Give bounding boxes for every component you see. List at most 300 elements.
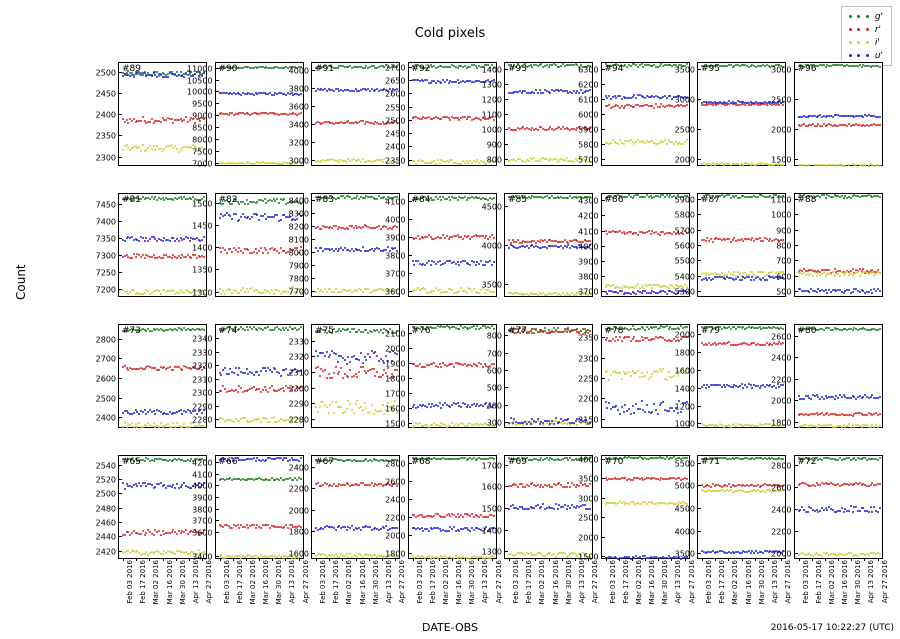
data-point [610,142,612,144]
data-point [258,219,260,221]
data-point [639,408,641,410]
y-tick-mark [602,337,605,338]
y-tick-label: 2330 [288,337,309,347]
data-point [449,406,451,408]
data-point [320,247,322,249]
data-point [659,106,661,108]
y-tick-label: 3000 [771,65,792,75]
y-tick-label: 2500 [95,489,116,499]
data-point [337,330,339,332]
data-point [127,531,129,533]
data-point [615,336,617,338]
y-tick-mark [602,159,605,160]
data-point [566,246,568,248]
y-tick-mark [216,115,219,116]
data-point [417,260,419,262]
data-point [605,339,607,341]
y-tick-label: 2400 [771,353,792,363]
data-point [428,403,430,405]
data-point [870,289,872,291]
data-point [766,104,768,106]
data-point [131,532,133,534]
data-point [203,425,205,427]
data-point [133,412,135,414]
data-point [469,264,471,266]
y-tick-label: 2600 [771,332,792,342]
data-point [135,256,137,258]
data-point [260,421,262,423]
data-point [300,326,302,328]
data-point [353,328,355,330]
data-point [762,240,764,242]
data-point [621,290,623,292]
data-point [322,352,324,354]
data-point [810,398,812,400]
data-point [841,271,843,273]
data-point [171,426,173,428]
data-point [879,196,881,198]
data-point [235,213,237,215]
y-tick-label: 1800 [674,348,695,358]
plot-area [602,63,689,165]
y-tick-label: 1600 [385,404,406,413]
data-point [260,370,262,372]
y-tick-label: 1100 [771,195,792,205]
data-point [555,158,557,160]
data-point [879,66,881,68]
data-point [566,331,568,333]
data-point [433,199,435,201]
data-point [608,379,610,381]
data-point [315,90,317,92]
data-point [362,366,364,368]
legend-marker-icon [846,41,872,44]
data-point [344,411,346,413]
data-point [628,336,630,338]
data-point [633,287,635,289]
y-tick-mark [698,214,701,215]
data-point [825,289,827,291]
data-point [491,264,493,266]
data-point [471,162,473,164]
data-point [142,426,144,428]
data-point [626,66,628,68]
data-point [610,374,612,376]
data-point [619,139,621,141]
data-point [478,162,480,164]
data-point [183,292,185,294]
data-point [142,144,144,146]
data-point [666,97,668,99]
legend-marker-icon [846,15,872,18]
panel-id-label: #92 [411,64,431,74]
y-tick-mark [698,245,701,246]
data-point [338,371,340,373]
data-point [260,247,262,249]
y-tick-label: 2500 [385,116,406,126]
data-point [385,355,387,357]
data-point [376,371,378,373]
data-point [628,371,630,373]
data-point [163,289,165,291]
data-point [151,425,153,427]
data-point [653,338,655,340]
data-point [510,242,512,244]
data-point [189,426,191,428]
data-point [224,367,226,369]
y-tick-mark [312,239,315,240]
data-point [237,391,239,393]
data-point [376,355,378,357]
data-point [701,386,703,388]
data-point [684,141,686,143]
data-point [151,292,153,294]
y-tick-label: 2540 [95,461,116,471]
data-point [374,375,376,377]
y-tick-label: 7350 [95,234,116,244]
data-point [194,73,196,75]
data-point [220,213,222,215]
data-point [360,406,362,408]
data-point [589,330,591,332]
data-point [464,162,466,164]
data-point [823,329,825,331]
data-point [419,238,421,240]
data-point [458,119,460,121]
data-point [539,241,541,243]
y-tick-label: 3500 [481,280,502,290]
data-point [421,118,423,120]
data-point [528,247,530,249]
data-point [619,107,621,109]
panel-id-label: #76 [411,326,431,336]
data-point [328,373,330,375]
y-tick-mark [698,129,701,130]
data-point [642,66,644,68]
data-point [617,409,619,411]
data-point [144,460,146,462]
y-tick-label: 2000 [771,125,792,135]
data-point [358,359,360,361]
data-point [203,329,205,331]
data-point [138,146,140,148]
panel-id-label: #84 [411,195,431,205]
y-tick-mark [119,157,122,158]
data-point [480,363,482,365]
data-point [181,426,183,428]
data-point [426,236,428,238]
data-point [355,225,357,227]
data-point [160,534,162,536]
data-point [650,284,652,286]
data-point [185,256,187,258]
data-point [351,409,353,411]
data-point [544,327,546,329]
y-tick-label: 2500 [95,394,116,404]
data-point [782,164,784,166]
data-point [619,413,621,415]
y-tick-label: 8200 [288,222,309,232]
data-point [364,402,366,404]
data-point [857,271,859,273]
data-point [122,118,124,120]
data-point [317,355,319,357]
data-point [337,250,339,252]
y-tick-mark [602,114,605,115]
data-point [635,403,637,405]
y-tick-label: 5400 [674,272,695,282]
data-point [493,363,495,365]
data-point [440,199,442,201]
data-point [246,368,248,370]
data-point [430,82,432,84]
data-point [728,238,730,240]
data-point [335,225,337,227]
data-point [154,149,156,151]
y-tick-label: 2600 [385,89,406,99]
data-point [535,421,537,423]
y-tick-mark [119,536,122,537]
y-tick-mark [312,419,315,420]
y-tick-label: 2450 [95,89,116,99]
data-point [424,366,426,368]
data-point [145,551,147,553]
data-point [782,104,784,106]
data-point [619,95,621,97]
y-tick-label: 5300 [674,287,695,297]
data-point [653,107,655,109]
data-point [183,76,185,78]
data-point [782,384,784,386]
data-point [673,143,675,145]
y-tick-label: 2400 [385,142,406,152]
y-tick-label: 900 [486,140,502,150]
data-point [750,164,752,166]
data-point [247,329,249,331]
data-point [630,65,632,67]
data-point [269,387,271,389]
data-point [540,63,542,65]
y-tick-mark [602,84,605,85]
data-point [144,553,146,555]
data-point [219,372,221,374]
y-tick-label: 7250 [95,268,116,278]
y-tick-label: 3600 [385,287,406,297]
data-point [356,331,358,333]
data-point [476,159,478,161]
data-point [522,424,524,426]
y-tick-mark [216,379,219,380]
data-point [573,161,575,163]
data-point [766,279,768,281]
y-tick-label: 2000 [674,330,695,340]
data-point [278,372,280,374]
data-point [821,125,823,127]
legend-marker-icon [846,54,872,57]
data-point [814,272,816,274]
data-point [156,240,158,242]
data-point [528,332,530,334]
y-tick-mark [698,406,701,407]
data-point [873,426,875,428]
panel-id-label: #83 [315,195,334,205]
data-point [848,164,850,166]
data-point [870,396,872,398]
data-point [855,398,857,400]
data-point [832,116,834,118]
panel-id-label: #65 [122,457,141,467]
data-point [136,426,138,428]
y-tick-label: 1200 [481,95,502,105]
data-point [750,384,752,386]
data-point [233,372,235,374]
data-point [879,413,881,415]
plot-area [216,63,303,165]
data-point [742,164,744,166]
panel-id-label: #78 [604,326,624,336]
y-tick-mark [409,93,412,94]
data-point [253,251,255,253]
y-tick-mark [119,93,122,94]
y-tick-label: 2500 [95,68,116,77]
x-tick-labels [119,558,213,614]
data-point [145,149,147,151]
data-point [662,368,664,370]
data-point [608,402,610,404]
data-point [138,482,140,484]
data-point [328,412,330,414]
data-point [333,291,335,293]
data-point [278,290,280,292]
y-tick-mark [602,261,605,262]
data-point [639,328,641,330]
data-point [778,386,780,388]
plot-area [795,63,882,165]
data-point [244,163,246,165]
data-point [446,198,448,200]
data-point [844,165,846,167]
y-tick-label: 300 [486,418,502,428]
data-point [147,290,149,292]
data-point [346,161,348,163]
y-tick-mark [505,387,508,388]
data-point [124,422,126,424]
y-tick-label: 2350 [95,131,116,141]
data-point [203,236,205,238]
data-point [328,356,330,358]
y-tick-mark [409,120,412,121]
data-point [455,197,457,199]
data-point [369,411,371,413]
data-point [682,143,684,145]
data-point [287,329,289,331]
data-point [165,487,167,489]
data-point [126,426,128,428]
data-point [238,292,240,294]
y-tick-label: 11000 [187,64,213,74]
data-point [181,198,183,200]
data-point [169,240,171,242]
data-point [369,90,371,92]
data-point [265,418,267,420]
data-point [147,554,149,556]
data-point [480,260,482,262]
data-point [174,145,176,147]
legend-marker-icon [846,28,872,31]
data-point [630,293,632,295]
y-tick-mark [216,352,219,353]
data-point [834,268,836,270]
data-point [127,122,129,124]
data-point [133,289,135,291]
data-point [564,159,566,161]
y-tick-mark [795,260,798,261]
data-point [153,254,155,256]
data-point [317,250,319,252]
data-point [759,237,761,239]
data-point [639,340,641,342]
data-point [623,143,625,145]
y-tick-label: 1700 [385,389,406,398]
data-point [635,293,637,295]
data-point [555,292,557,294]
data-point [712,241,714,243]
data-point [264,198,266,200]
data-point [242,213,244,215]
data-point [850,270,852,272]
data-point [741,279,743,281]
y-tick-mark [216,292,219,293]
data-point [183,119,185,121]
data-point [478,292,480,294]
data-point [255,248,257,250]
data-point [564,330,566,332]
y-tick-label: 2000 [771,396,792,406]
data-point [240,289,242,291]
data-point [721,386,723,388]
y-tick-mark [795,400,798,401]
data-point [315,247,317,249]
data-point [140,256,142,258]
y-tick-mark [216,392,219,393]
y-tick-mark [505,405,508,406]
data-point [530,423,532,425]
data-point [850,426,852,428]
data-point [668,410,670,412]
data-point [122,426,124,428]
data-point [222,290,224,292]
data-point [442,234,444,236]
data-point [808,291,810,293]
y-tick-label: 7900 [288,261,309,271]
data-point [635,141,637,143]
y-tick-mark [312,124,315,125]
y-tick-label: 2000 [674,155,695,165]
data-point [782,342,784,344]
data-point [240,216,242,218]
y-tick-mark [795,245,798,246]
data-point [837,397,839,399]
data-point [832,329,834,331]
data-point [455,263,457,265]
y-tick-label: 2550 [385,103,406,113]
y-tick-label: 5800 [674,210,695,220]
y-tick-mark [795,214,798,215]
data-point [285,368,287,370]
data-point [703,384,705,386]
data-point [153,122,155,124]
data-point [220,251,222,253]
